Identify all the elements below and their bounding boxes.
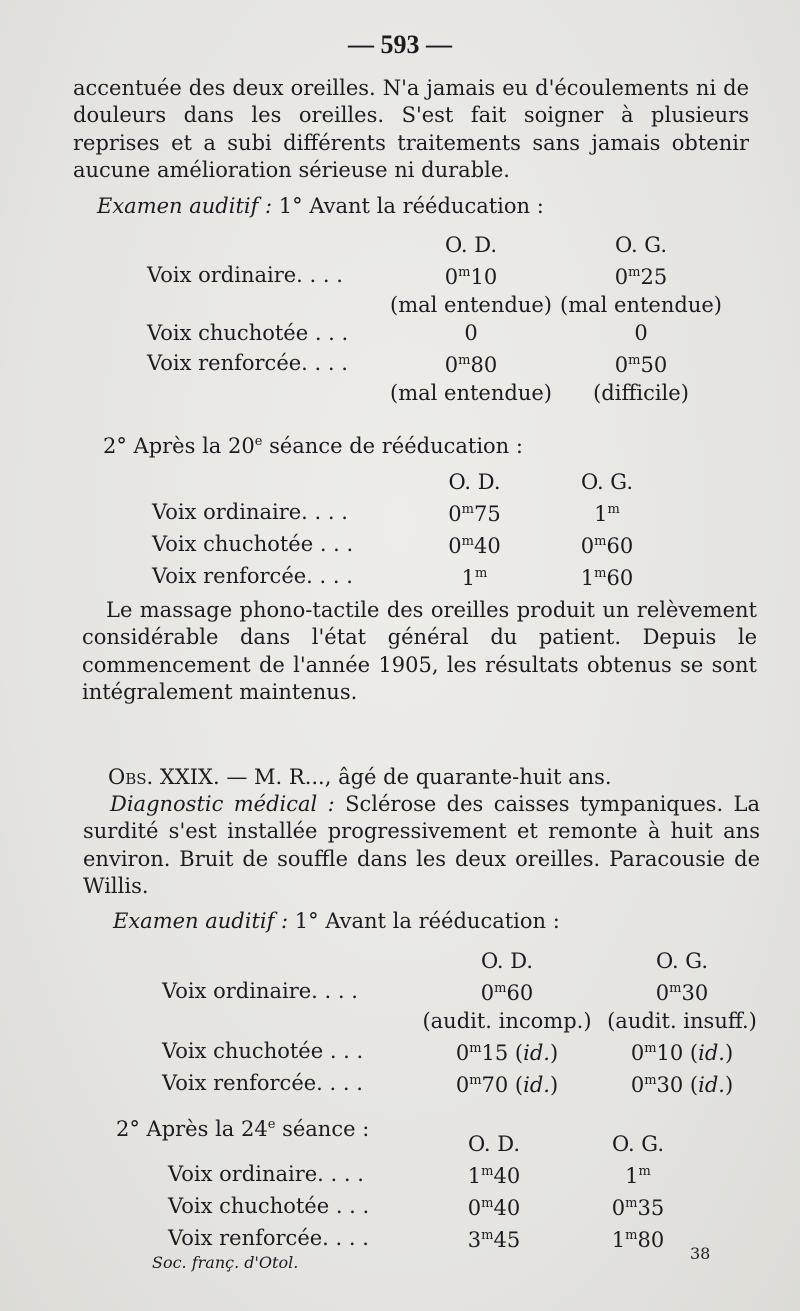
table-row <box>152 496 677 528</box>
exam-label: Examen auditif : <box>113 909 289 933</box>
table-row <box>152 528 677 560</box>
row-label: Voix renforcée. . . . <box>147 351 348 375</box>
value-od: 0$^m$70 (id.) <box>455 1073 559 1097</box>
value-og: 0$^m$60 <box>580 534 634 558</box>
note-od: (audit. incomp.) <box>422 1009 592 1033</box>
table-row <box>147 291 727 319</box>
row-label: Voix renforcée. . . . <box>168 1226 369 1250</box>
value-od: 3$^m$45 <box>467 1228 521 1252</box>
value-od: 0$^m$80 <box>444 353 498 377</box>
header-od: O. D. <box>480 949 534 973</box>
row-label: Voix ordinaire. . . . <box>152 500 348 524</box>
value-og: 1$^m$80 <box>611 1228 665 1252</box>
header-og: O. G. <box>655 949 709 973</box>
table-row <box>147 379 727 407</box>
value-od: 0$^m$10 <box>444 265 498 289</box>
value-od: 0$^m$40 <box>467 1196 521 1220</box>
table-row <box>147 319 727 347</box>
value-og: 0 <box>634 321 648 345</box>
value-og: 0$^m$25 <box>614 265 668 289</box>
paragraph-diagnostic <box>83 791 760 900</box>
value-od: 0$^m$15 (id.) <box>455 1041 559 1065</box>
row-label: Voix ordinaire. . . . <box>147 263 343 287</box>
value-og: 0$^m$35 <box>611 1196 665 1220</box>
row-label: Voix renforcée. . . . <box>152 564 353 588</box>
table-row <box>168 1158 708 1190</box>
footer-signature: 38 <box>690 1244 711 1263</box>
table-row <box>168 1222 708 1254</box>
exam-text: 1° Avant la rééducation : <box>272 194 544 218</box>
note-og: (mal entendue) <box>560 293 722 317</box>
note-od: (mal entendue) <box>390 381 552 405</box>
observation-number: Obs. XXIX. <box>108 765 220 789</box>
paragraph-massage: Le massage phono-tactile des oreilles produit un relèvement considérable dans l'état général du patient. Depuis le commencement de l'année 1905, les résultats obtenus se sont intégralement maintenus. <box>82 598 757 704</box>
paragraph-intro: accentuée des deux oreilles. N'a jamais eu d'écoulements ni de douleurs dans les oreilles. S'est fait soigner à plusieurs reprises et a subi différents traitements sans jamais obtenir aucune amélioration sérieuse ni durable. <box>73 76 749 182</box>
row-label: Voix ordinaire. . . . <box>168 1162 364 1186</box>
page-number: — 593 — <box>348 30 452 59</box>
value-og: 0$^m$30 <box>655 981 709 1005</box>
table-header-row <box>147 231 727 259</box>
note-og: (audit. insuff.) <box>607 1009 757 1033</box>
table-row <box>162 1007 762 1035</box>
value-og: 0$^m$30 (id.) <box>630 1073 734 1097</box>
header-og: O. G. <box>611 1132 665 1156</box>
table-row <box>147 347 727 379</box>
table-header-row <box>152 468 677 496</box>
footer-source: Soc. franç. d'Otol. <box>152 1253 299 1272</box>
value-od: 1$^m$40 <box>467 1164 521 1188</box>
row-label: Voix ordinaire. . . . <box>162 979 358 1003</box>
value-od: 1$^m$ <box>461 566 488 590</box>
exam-text: 1° Avant la rééducation : <box>288 909 560 933</box>
value-og: 1$^m$ <box>625 1164 651 1188</box>
table-row <box>152 560 677 592</box>
exam-label: Examen auditif : <box>97 194 273 218</box>
header-od: O. D. <box>448 470 501 494</box>
hearing-table-before-1 <box>147 231 727 407</box>
note-od: (mal entendue) <box>390 293 552 317</box>
exam-heading-1 <box>97 192 544 220</box>
value-od: 0$^m$40 <box>448 534 501 558</box>
hearing-table-after-2 <box>168 1130 708 1254</box>
exam-heading-2 <box>113 907 560 935</box>
value-og: 0$^m$50 <box>614 353 668 377</box>
table-row <box>162 1035 762 1067</box>
header-od: O. D. <box>467 1132 521 1156</box>
value-og: 1$^m$ <box>594 502 620 526</box>
row-label: Voix renforcée. . . . <box>162 1071 363 1095</box>
observation-heading <box>108 763 612 791</box>
value-od: 0$^m$60 <box>480 981 534 1005</box>
row-label: Voix chuchotée . . . <box>147 321 349 345</box>
value-og: 0$^m$10 (id.) <box>630 1041 734 1065</box>
hearing-table-before-2 <box>162 947 762 1099</box>
observation-text: — M. R..., âgé de quarante-huit ans. <box>219 765 612 789</box>
row-label: Voix chuchotée . . . <box>162 1039 364 1063</box>
value-od: 0 <box>464 321 478 345</box>
table-row <box>162 975 762 1007</box>
row-label: Voix chuchotée . . . <box>168 1194 370 1218</box>
hearing-table-after-1 <box>152 468 677 592</box>
value-od: 0$^m$75 <box>448 502 501 526</box>
table-row <box>147 259 727 291</box>
table-header-row <box>168 1130 708 1158</box>
after-heading-2: 2° Après la 24e séance : <box>116 1117 370 1141</box>
row-label: Voix chuchotée . . . <box>152 532 354 556</box>
diagnostic-text: Sclérose des caisses tympaniques. La surdité s'est installée progressivement et remonte à huit ans environ. Bruit de souffle dans les deux oreilles. Paracousie de Willis. <box>83 792 760 898</box>
note-og: (difficile) <box>593 381 689 405</box>
table-row <box>168 1190 708 1222</box>
diagnostic-label: Diagnostic médical : <box>110 792 335 816</box>
after-heading-1: 2° Après la 20e séance de rééducation : <box>103 434 523 458</box>
header-od: O. D. <box>444 233 498 257</box>
header-og: O. G. <box>580 470 634 494</box>
header-og: O. G. <box>614 233 668 257</box>
table-header-row <box>162 947 762 975</box>
table-row <box>162 1067 762 1099</box>
value-og: 1$^m$60 <box>580 566 634 590</box>
